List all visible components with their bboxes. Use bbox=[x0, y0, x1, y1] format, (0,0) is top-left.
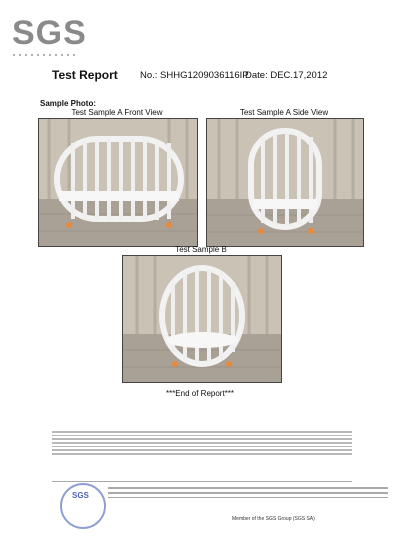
photo-sample-b bbox=[122, 255, 282, 383]
photo-side-view bbox=[206, 118, 364, 247]
footer-divider bbox=[52, 481, 352, 482]
company-seal bbox=[60, 483, 106, 529]
logo-dots-decoration bbox=[12, 50, 102, 60]
photo-caption: Test Sample A Front View bbox=[71, 108, 163, 117]
report-date: Date: DEC.17,2012 bbox=[245, 70, 328, 81]
member-statement: Member of the SGS Group (SGS SA) bbox=[232, 516, 315, 522]
section-label: Sample Photo: bbox=[40, 99, 97, 108]
fine-print-disclaimer bbox=[52, 431, 352, 461]
footer-address-lines bbox=[108, 487, 388, 511]
report-number: No.: SHHG1209036116IP bbox=[140, 70, 249, 81]
sgs-logo: SGS bbox=[12, 14, 87, 52]
photo-caption: Test Sample B bbox=[175, 245, 227, 254]
report-title: Test Report bbox=[52, 68, 118, 82]
seal-text: SGS bbox=[72, 491, 89, 500]
end-of-report: ***End of Report*** bbox=[165, 389, 235, 398]
photo-front-view bbox=[38, 118, 198, 247]
photo-caption: Test Sample A Side View bbox=[239, 108, 329, 117]
